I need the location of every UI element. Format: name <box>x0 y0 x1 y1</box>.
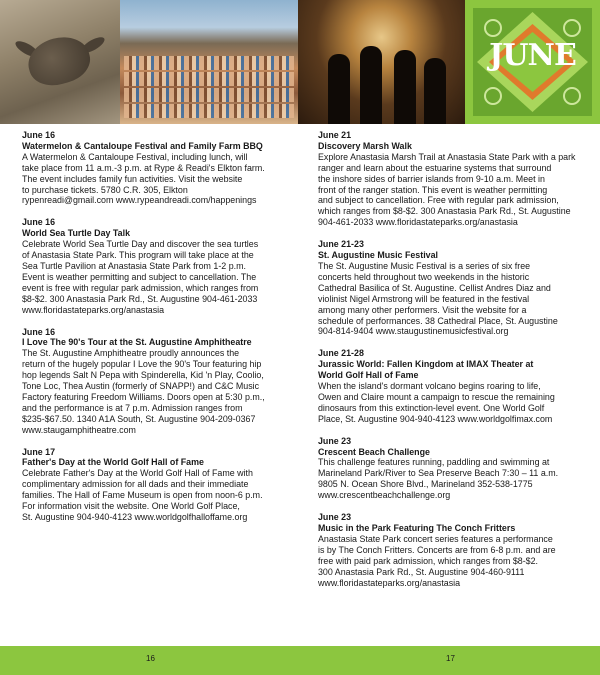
event-title: Watermelon & Cantaloupe Festival and Family Farm BBQ <box>22 140 263 151</box>
event-desc-line: hop legends Salt N Pepa with Spinderella, Kid 'n Play, Coolio, <box>22 370 264 381</box>
month-banner <box>465 0 600 124</box>
event-desc-line: the inshore sides of barrier islands from 9-10 a.m. Meet in <box>318 173 545 184</box>
event-desc-line: take place from 11 a.m.-3 p.m. at Rype & Readi's Elkton farm. <box>22 162 265 173</box>
event-desc-line: Marineland Park/River to Sea Preserve Beach 7:30 – 11 a.m. <box>318 468 559 479</box>
event-desc-line: to purchase tickets. 5780 C.R. 305, Elkton <box>22 184 188 195</box>
left-column <box>22 130 292 534</box>
event-date: June 21 <box>318 130 352 140</box>
group-photo <box>120 0 298 124</box>
event-desc-line: A Watermelon & Cantaloupe Festival, including lunch, will <box>22 151 248 162</box>
calendar-spread <box>0 124 600 646</box>
event-desc-line: When the island's dormant volcano begins roaring to life, <box>318 381 541 392</box>
event-desc-line: Sea Turtle Pavilion at Anastasia State Park from 1-2 p.m. <box>22 260 246 271</box>
event-desc-line: among many other performers. Visit the website for a <box>318 304 527 315</box>
sea-turtle-photo <box>0 0 120 124</box>
event-desc-line: The event includes family fun activities. Visit the website <box>22 173 243 184</box>
event-desc-line: free with paid park admission, which ranges from $8-$2. <box>318 555 539 566</box>
page-number-right: 17 <box>446 654 455 663</box>
event-desc-line: of Anastasia State Park. This program will take place at the <box>22 250 254 261</box>
event-desc-line: This challenge features running, paddling and swimming at <box>318 457 550 468</box>
month-label: JUNE <box>489 38 576 73</box>
event-desc-line: Owen and Claire mount a campaign to rescue the remaining <box>318 391 555 402</box>
event-desc-line: Tone Loc, Thea Austin (formerly of SNAPP!) and C&C Music <box>22 381 260 392</box>
event-desc-line: Event is weather permitting and subject to cancellation. The <box>22 271 257 282</box>
event-desc-line: ranger and learn about the estuarine systems that surround <box>318 162 552 173</box>
event-title: I Love The 90's Tour at the St. Augustine Amphitheatre <box>22 337 252 348</box>
event-desc-line: concerts held throughout two weekends in the historic <box>318 271 530 282</box>
event-date: June 23 <box>318 435 352 446</box>
event-item <box>318 436 586 501</box>
event-desc-line: Celebrate World Sea Turtle Day and discover the sea turtles <box>22 239 259 250</box>
event-date: June 21-23 <box>318 239 364 250</box>
event-title: Crescent Beach Challenge <box>318 446 430 457</box>
event-desc-line: violinist Nigel Armstrong will be featured in the festival <box>318 293 530 304</box>
event-desc-line: $235-$67.50. 1340 A1A South, St. Augustine 904-209-0367 <box>22 413 256 424</box>
event-desc-line: 904-461-2033 www.floridastateparks.org/anastasia <box>318 217 518 228</box>
event-title: St. Augustine Music Festival <box>318 250 438 261</box>
event-desc-line: Factory featuring Freedom Williams. Doors open at 5:30 p.m., <box>22 391 265 402</box>
event-desc-line: Celebrate Father's Day at the World Golf Hall of Fame with <box>22 468 253 479</box>
header-photo-strip <box>0 0 600 124</box>
event-desc-line: 9805 N. Ocean Shore Blvd., Marineland 352-538-1775 <box>318 479 533 490</box>
event-title: World Golf Hall of Fame <box>318 370 419 381</box>
music-ensemble-photo <box>298 0 465 124</box>
event-desc-line: $8-$2. 300 Anastasia Park Rd., St. Augustine 904-461-2033 <box>22 293 258 304</box>
event-desc-line: is by The Conch Fritters. Concerts are from 6-8 p.m. and are <box>318 544 556 555</box>
event-date: June 23 <box>318 512 352 523</box>
event-item <box>318 130 586 228</box>
event-title: World Sea Turtle Day Talk <box>22 228 131 239</box>
event-item <box>22 130 292 206</box>
event-item <box>318 348 586 424</box>
event-item <box>318 512 586 588</box>
event-title: Father's Day at the World Golf Hall of Fame <box>22 457 204 468</box>
event-desc-line: Explore Anastasia Marsh Trail at Anastasia State Park with a park <box>318 151 576 162</box>
event-desc-line: dinosaurs from this extinction-level event. One World Golf <box>318 402 545 413</box>
event-desc-line: Anastasia State Park concert series features a performance <box>318 533 553 544</box>
event-desc-line: return of the hugely popular I Love the 90's Tour featuring hip <box>22 359 262 370</box>
event-desc-line: 300 Anastasia Park Rd., St. Augustine 904-460-9111 <box>318 566 525 577</box>
event-desc-line: rypenreadi@gmail.com www.rypeandreadi.com/happenings <box>22 195 257 206</box>
footer-bar <box>0 646 600 675</box>
event-item <box>22 327 292 436</box>
event-desc-line: complimentary admission for all dads and their immediate <box>22 479 249 490</box>
event-item <box>22 447 292 523</box>
event-desc-line: front of the ranger station. This event is weather permitting <box>318 184 548 195</box>
event-desc-line: Cathedral Basilica of St. Augustine. Cellist Andres Diaz and <box>318 282 551 293</box>
event-desc-line: which ranges from $8-$2. 300 Anastasia Park Rd., St. Augustine <box>318 206 571 217</box>
event-date: June 21-28 <box>318 348 364 359</box>
event-date: June 16 <box>22 130 56 140</box>
event-date: June 16 <box>22 217 56 228</box>
event-desc-line: St. Augustine 904-940-4123 www.worldgolfhalloffame.org <box>22 512 248 522</box>
event-desc-line: For information visit the website. One World Golf Place, <box>22 501 240 512</box>
event-item <box>318 239 586 337</box>
event-desc-line: schedule of performances. 38 Cathedral Place, St. Augustine <box>318 315 558 326</box>
event-desc-line: www.crescentbeachchallenge.org <box>318 490 451 501</box>
event-desc-line: and the performance is at 7 p.m. Admission ranges from <box>22 402 243 413</box>
event-desc-line: The St. Augustine Music Festival is a series of six free <box>318 260 531 271</box>
event-desc-line: The St. Augustine Amphitheatre proudly announces the <box>22 348 240 359</box>
event-title: Music in the Park Featuring The Conch Fritters <box>318 523 516 533</box>
event-desc-line: and subject to cancellation. Free with regular park admission, <box>318 195 559 206</box>
event-desc-line: www.floridastateparks.org/anastasia <box>22 304 165 315</box>
event-desc-line: www.staugamphitheatre.com <box>22 424 136 435</box>
event-desc-line: 904-814-9404 www.staugustinemusicfestival.org <box>318 326 509 337</box>
event-title: Discovery Marsh Walk <box>318 140 412 151</box>
event-desc-line: families. The Hall of Fame Museum is open from noon-6 p.m. <box>22 490 263 501</box>
event-item <box>22 217 292 315</box>
event-desc-line: event is free with regular park admission, which ranges from <box>22 282 259 293</box>
event-desc-line: Place, St. Augustine 904-940-4123 www.worldgolfimax.com <box>318 413 553 424</box>
event-date: June 16 <box>22 326 56 337</box>
event-date: June 17 <box>22 446 56 457</box>
page-number-left: 16 <box>146 654 155 663</box>
event-title: Jurassic World: Fallen Kingdom at IMAX Theater at <box>318 359 534 370</box>
right-column <box>318 130 586 599</box>
event-desc-line: www.floridastateparks.org/anastasia <box>318 577 461 588</box>
